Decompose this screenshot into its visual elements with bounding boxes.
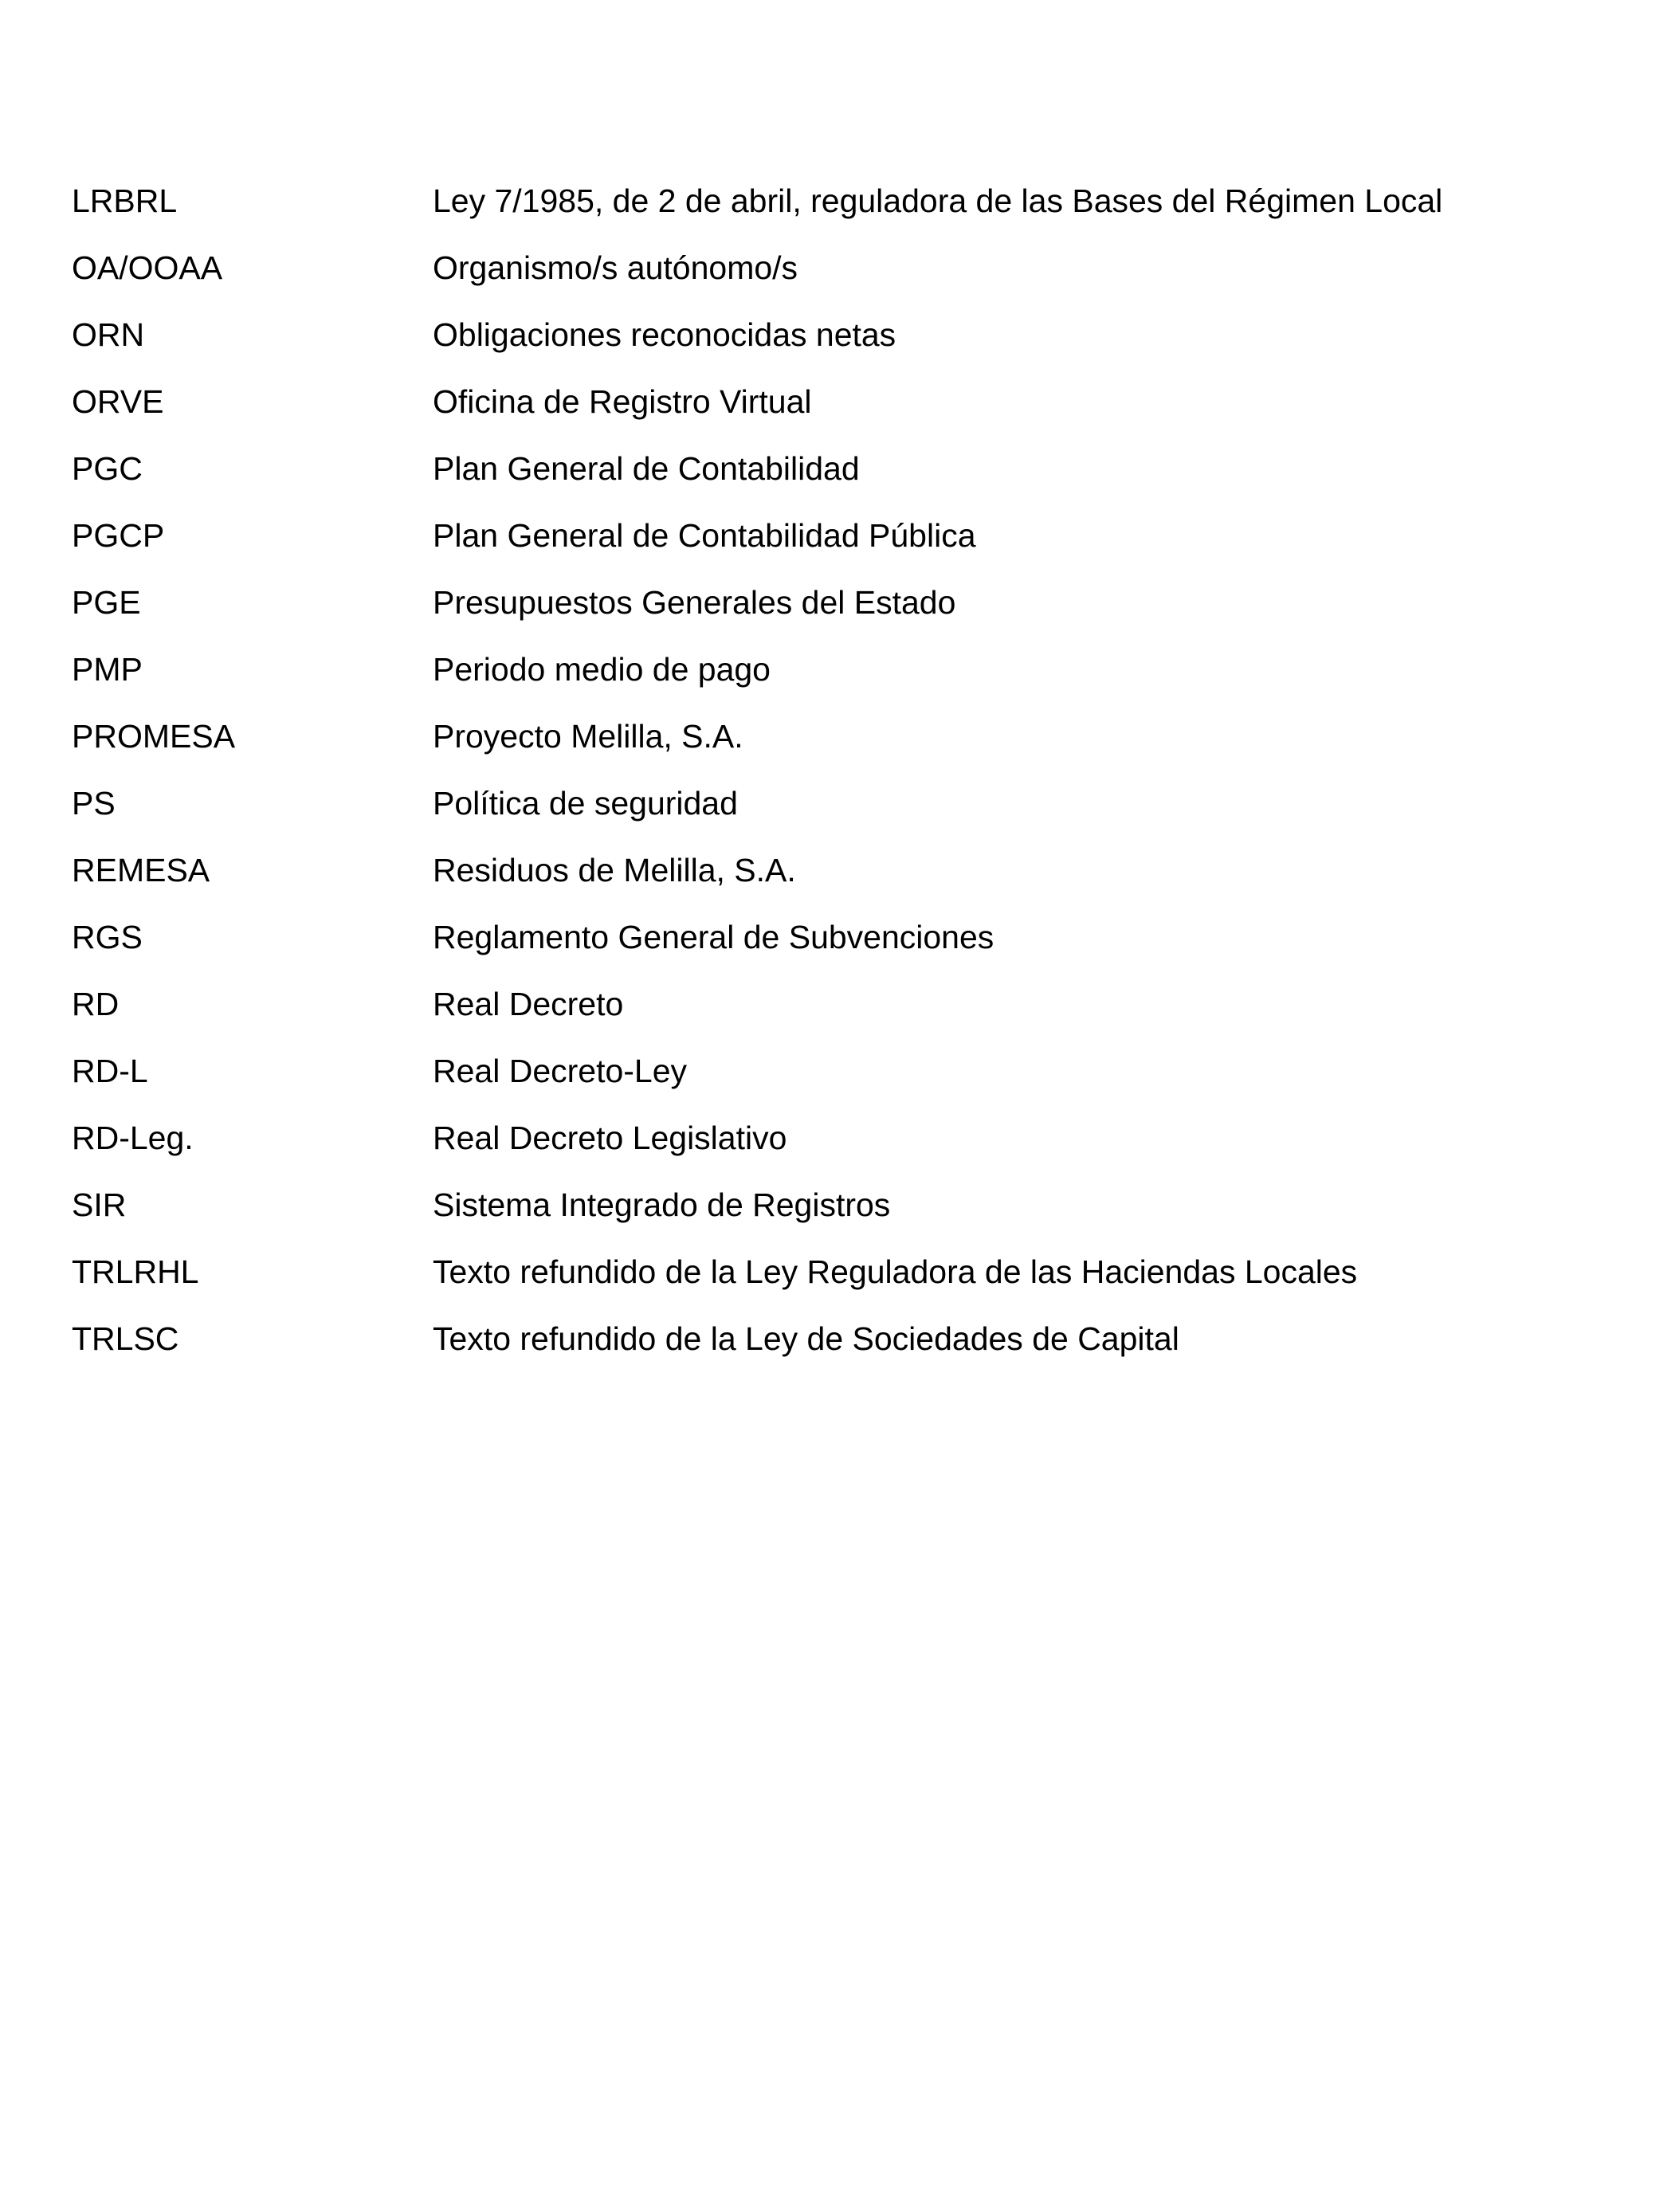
- list-item: [72, 979, 1586, 1045]
- abbreviation-meaning: Plan General de Contabilidad: [433, 450, 860, 487]
- list-item: [72, 510, 1586, 577]
- abbreviation-meaning: Sistema Integrado de Registros: [433, 1186, 891, 1223]
- abbreviation-meaning: Texto refundido de la Ley de Sociedades de Capital: [433, 1320, 1179, 1357]
- abbreviation-meaning: Presupuestos Generales del Estado: [433, 584, 956, 621]
- abbreviation-meaning: Texto refundido de la Ley Reguladora de las Haciendas Locales: [433, 1253, 1358, 1290]
- abbreviation-meaning: Organismo/s autónomo/s: [433, 249, 798, 286]
- abbreviation-meaning: Obligaciones reconocidas netas: [433, 316, 896, 353]
- abbreviation-meaning: Residuos de Melilla, S.A.: [433, 852, 796, 888]
- abbreviation: RD-L: [72, 1053, 148, 1089]
- abbreviation: RD-Leg.: [72, 1120, 194, 1156]
- abbreviation: SIR: [72, 1186, 127, 1223]
- list-item: [72, 711, 1586, 778]
- list-item: [72, 175, 1586, 242]
- list-item: [72, 309, 1586, 376]
- abbreviation: PROMESA: [72, 718, 236, 755]
- abbreviations-list: [72, 175, 1586, 1380]
- abbreviation-meaning: Real Decreto-Ley: [433, 1053, 688, 1089]
- abbreviation: PGE: [72, 584, 141, 621]
- abbreviation-meaning: Reglamento General de Subvenciones: [433, 919, 994, 955]
- list-item: [72, 1112, 1586, 1179]
- abbreviation-meaning: Plan General de Contabilidad Pública: [433, 517, 976, 554]
- list-item: [72, 778, 1586, 845]
- list-item: [72, 644, 1586, 711]
- abbreviation: REMESA: [72, 852, 210, 888]
- abbreviation-meaning: Proyecto Melilla, S.A.: [433, 718, 743, 755]
- abbreviation: TRLRHL: [72, 1253, 199, 1290]
- abbreviation: TRLSC: [72, 1320, 179, 1357]
- abbreviation: PGCP: [72, 517, 165, 554]
- abbreviation: PGC: [72, 450, 143, 487]
- abbreviation-meaning: Política de seguridad: [433, 785, 738, 822]
- list-item: [72, 912, 1586, 979]
- abbreviation: RD: [72, 986, 120, 1022]
- list-item: [72, 376, 1586, 443]
- list-item: [72, 577, 1586, 644]
- abbreviation-meaning: Ley 7/1985, de 2 de abril, reguladora de las Bases del Régimen Local: [433, 182, 1443, 219]
- list-item: [72, 1179, 1586, 1246]
- abbreviation: OA/OOAA: [72, 249, 223, 286]
- abbreviation: PMP: [72, 651, 143, 688]
- list-item: [72, 1045, 1586, 1112]
- list-item: [72, 1246, 1586, 1313]
- abbreviation: LRBRL: [72, 182, 178, 219]
- list-item: [72, 242, 1586, 309]
- abbreviation: RGS: [72, 919, 143, 955]
- abbreviation-meaning: Real Decreto Legislativo: [433, 1120, 787, 1156]
- abbreviation-meaning: Oficina de Registro Virtual: [433, 383, 812, 420]
- list-item: [72, 443, 1586, 510]
- list-item: [72, 845, 1586, 912]
- abbreviation-meaning: Real Decreto: [433, 986, 624, 1022]
- abbreviation: PS: [72, 785, 116, 822]
- list-item: [72, 1313, 1586, 1380]
- abbreviation-meaning: Periodo medio de pago: [433, 651, 771, 688]
- abbreviation: ORN: [72, 316, 145, 353]
- abbreviation: ORVE: [72, 383, 164, 420]
